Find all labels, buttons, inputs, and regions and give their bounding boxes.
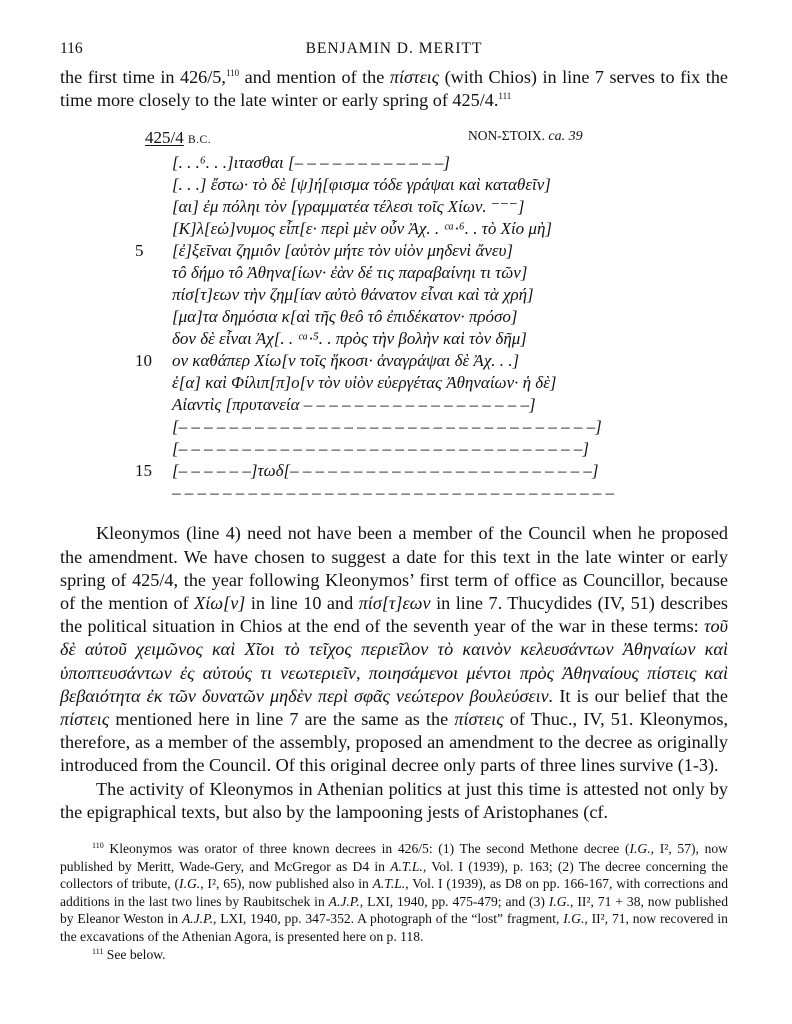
fn110-text-a: Kleonymos was orator of three known decrees in 426/5: (1) The second Methone decree ( (103, 841, 630, 857)
inscription-line (60, 394, 660, 416)
running-head (60, 40, 728, 66)
inscription-line (60, 240, 660, 262)
fn110-cite: A.T.L. (390, 858, 423, 874)
fn110-cite: A.J.P. (181, 911, 214, 927)
inscription-line (60, 482, 660, 504)
fn110-text-g: , II², 71 + 38, now published by Eleanor Weston in (60, 893, 729, 927)
fn110-text-j: , II², 71, now recovered in the excavations of the Athenian Agora, is presented here on p. 118. (60, 911, 728, 945)
inscription-format (468, 128, 583, 145)
p2-greek-1: Χίω[ν] (194, 593, 246, 614)
inscription-line-text: [– – – – – –]τωδ[– – – – – – – – – – – – – – – – – – – – – – – –] (172, 461, 599, 481)
inscription-line-text: [– – – – – – – – – – – – – – – – – – – – – – – – – – – – – – – –] (172, 439, 589, 459)
inscription-line-text: [μα]τα δημόσια κ[αὶ τῆς θεô τô ἐπιδέκατον· πρόσο] (172, 307, 518, 327)
inscription-line-text: ἑ[α] καὶ Φίλιπ[π]ο[ν τὸν υἱὸν εὐεργέτας Ἀθηναίων· ἡ δὲ] (172, 373, 557, 393)
fn110-cite: I.G. (548, 893, 570, 909)
p2-greek-5: πίστεις (454, 709, 504, 730)
inscription-line-text: [αι] ἐμ πόληι τὸν [γραμματέα τέλεσι τοῖς Χίων. ⁻⁻⁻] (172, 197, 525, 217)
running-title: BENJAMIN D. MERITT (305, 40, 483, 57)
inscription-line-text: δον δὲ εἶναι Ἀχ[. . ᶜᵃ·⁵. . πρὸς τὴν βολὴν καὶ τὸν δῆμ] (172, 329, 527, 349)
inscription-line (60, 196, 660, 218)
intro-text-1: the first time in 426/5, (60, 67, 226, 87)
fn110-text-c: , Vol. I (1939), p. 163; (2) The decree concerning the collectors of tribute, ( (60, 858, 728, 892)
inscription-format-label: NON-ΣΤΟΙΧ. (468, 128, 545, 144)
inscription-format-ca: ca. 39 (548, 129, 583, 145)
inscription-line (60, 328, 660, 350)
inscription-line-text: [ἐ]ξεῖναι ζημιôν [αὐτὸν μήτε τὸν υἱὸν μηδενὶ ἄνευ] (172, 241, 513, 261)
inscription-line-text: – – – – – – – – – – – – – – – – – – – – – – – – – – – – – – – – – – – (172, 483, 614, 503)
line-number: 15 (135, 461, 152, 481)
inscription-line (60, 306, 660, 328)
intro-text-2: and mention of the (239, 67, 390, 87)
inscription-line-text: ον καθάπερ Χίω[ν τοῖς ἥκοσι· ἀναγράψαι δὲ Ἀχ. . .] (172, 351, 520, 371)
inscription-header (60, 128, 660, 150)
p2-text-3: in line 7. Thucydides (IV, 51) describes the political situation in Chios at the end of the seventh year of the war in these terms: (60, 593, 728, 637)
footnote-ref-110[interactable]: 110 (225, 68, 240, 78)
inscription-era: B.C. (187, 134, 212, 147)
inscription-block (60, 128, 728, 503)
footnote-110-marker: 110 (92, 841, 104, 851)
inscription-line-text: [. . .] ἔστω· τὸ δὲ [ψ]ή[φισμα τόδε γράψαι καὶ καταθεῖν] (172, 175, 551, 195)
inscription-line-text: τô δήμο τô Ἀθηνα[ίων· ἐὰν δέ τις παραβαίνηι τι τῶν] (172, 263, 528, 283)
inscription-line-text: [Κ]λ[εώ]νυμος εἶπ[ε· περὶ μὲν οὖν Ἀχ. . ᶜᵃ·⁶. . τὸ Χίο μὴ] (172, 219, 553, 239)
inscription-line (60, 438, 660, 460)
body-text (60, 522, 728, 824)
inscription-line-text: [. . .⁶. . .]ιτασθαι [– – – – – – – – – – – –] (172, 153, 450, 173)
inscription-year: 425/4 (145, 128, 184, 148)
thucydides-quote: τοῦ δὲ αὐτοῦ χειμῶνος καὶ Χῖοι τὸ τεῖχος περιεῖλον τὸ καινὸν κελευσάντων Ἀθηναίων καὶ ὑποπτευσάντων ἐς αὐτούς τι νεωτεριεῖν, ποιησάμενοι μέντοι πρὸς Ἀθηναίους πίστεις καὶ βεβαιότητα ἐκ τῶν δυνατῶν μηδὲν περὶ σφᾶς νεώτερον βουλεύσειν. (60, 616, 728, 706)
inscription-line (60, 416, 660, 438)
inscription-date (145, 128, 211, 148)
fn110-text-e: , Vol. I (1939), as D8 on pp. 166-167, with corrections and additions in the last two lines by Raubitschek in (60, 876, 729, 909)
inscription-lines (60, 152, 660, 504)
fn110-text-f: , LXI, 1940, pp. 475-479; and (3) (359, 893, 549, 909)
greek-term: πίστεις (389, 67, 440, 87)
inscription-line-text: [– – – – – – – – – – – – – – – – – – – – – – – – – – – – – – – – –] (172, 417, 602, 437)
fn110-cite: I.G. (179, 876, 201, 892)
p2-text-4: It is our belief that the (553, 685, 728, 706)
fn110-cite: I.G. (563, 911, 585, 927)
inscription-line-text: Αἰαντὶς [πρυτανεία – – – – – – – – – – – – – – – – – –] (172, 395, 536, 415)
inscription-line (60, 350, 660, 372)
line-number: 10 (135, 351, 152, 371)
fn110-text-d: , I², 65), now published also in (200, 876, 373, 892)
intro-text-3: (with Chios) in line 7 serves to fix the time more closely to the late winter or early spring of 425/4. (60, 67, 728, 111)
fn110-cite: I.G. (629, 841, 651, 857)
p2-text-5: mentioned here in line 7 are the same as the (109, 709, 455, 730)
fn110-cite: A.T.L. (372, 876, 406, 892)
line-number: 5 (135, 241, 144, 261)
fn110-text-h: , LXI, 1940, pp. 347-352. A photograph of the “lost” fragment, (213, 911, 564, 927)
page-number: 116 (60, 40, 83, 57)
footnote-ref-111[interactable]: 111 (498, 91, 512, 102)
inscription-line (60, 372, 660, 394)
paragraph-3 (60, 778, 728, 824)
fn111-text: See below. (103, 946, 166, 962)
footnote-111-marker: 111 (92, 946, 104, 956)
inscription-line (60, 218, 660, 240)
p2-greek-2: πίσ[τ]εων (358, 593, 431, 614)
inscription-line (60, 152, 660, 174)
p2-greek-4: πίστεις (60, 709, 110, 730)
page (60, 40, 728, 963)
inscription-line-text: πίσ[τ]εων τὴν ζημ[ίαν αὐτὸ θάνατον εἶναι καὶ τὰ χρή] (172, 285, 534, 305)
inscription-line (60, 460, 660, 482)
footnotes (60, 840, 728, 963)
p2-text-6: of Thuc., IV, 51. Kleonymos, therefore, as a member of the assembly, proposed an amendment to the decree as originally introduced from the Council. Of this original decree only parts of three lines survive (1-3). (60, 709, 728, 776)
p2-text-1: Kleonymos (line 4) need not have been a member of the Council when he proposed the amendment. We have chosen to suggest a date for this text in the late winter or early spring of 425/4, the year following Kleonymos’ first term of office as Councillor, because of the mention of (60, 523, 728, 614)
p2-text-2: in line 10 and (245, 593, 359, 614)
p3-text: The activity of Kleonymos in Athenian politics at just this time is attested not only by the epigraphical texts, but also by the lampooning jests of Aristophanes (cf. (60, 778, 728, 822)
inscription-line (60, 174, 660, 196)
paragraph-2 (60, 522, 728, 777)
fn110-text-b: , I², 57), now published by Meritt, Wade-Gery, and McGregor as D4 in (60, 841, 728, 874)
inscription-line (60, 262, 660, 284)
footnote-111 (60, 946, 728, 964)
fn110-cite: A.J.P. (328, 893, 360, 909)
inscription-line (60, 284, 660, 306)
intro-paragraph (60, 66, 728, 112)
footnote-110 (60, 840, 728, 946)
